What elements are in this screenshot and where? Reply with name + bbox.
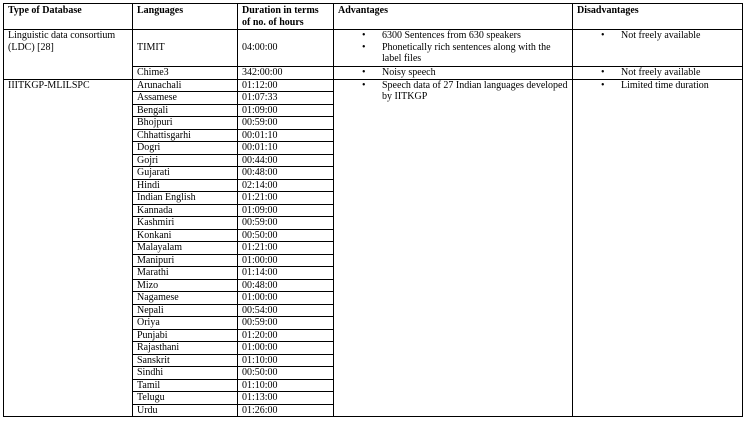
duration-cell: 00:01:10 bbox=[238, 142, 334, 155]
table-row bbox=[4, 30, 743, 67]
language-cell: Sindhi bbox=[133, 367, 238, 380]
list-item: • Phonetically rich sentences along with the label files bbox=[382, 42, 568, 65]
language-cell: Manipuri bbox=[133, 254, 238, 267]
header-disadvantages: Disadvantages bbox=[573, 4, 743, 30]
language-cell: Sanskrit bbox=[133, 354, 238, 367]
duration-cell: 00:48:00 bbox=[238, 279, 334, 292]
chime3-language-cell: Chime3 bbox=[133, 67, 238, 80]
duration-cell: 01:00:00 bbox=[238, 254, 334, 267]
chime3-disadvantages-list bbox=[577, 67, 738, 79]
timit-disadvantages-list bbox=[577, 30, 738, 42]
list-item: • Not freely available bbox=[621, 67, 738, 79]
language-cell: Oriya bbox=[133, 317, 238, 330]
language-cell: Kashmiri bbox=[133, 217, 238, 230]
header-type: Type of Database bbox=[4, 4, 133, 30]
language-cell: Bengali bbox=[133, 104, 238, 117]
duration-cell: 00:59:00 bbox=[238, 317, 334, 330]
language-cell: Malayalam bbox=[133, 242, 238, 255]
language-cell: Nepali bbox=[133, 304, 238, 317]
language-cell: Punjabi bbox=[133, 329, 238, 342]
timit-language-cell: TIMIT bbox=[133, 30, 238, 67]
duration-cell: 01:21:00 bbox=[238, 242, 334, 255]
header-advantages: Advantages bbox=[334, 4, 573, 30]
duration-cell: 00:54:00 bbox=[238, 304, 334, 317]
duration-cell: 02:14:00 bbox=[238, 179, 334, 192]
iitkgp-advantages-list bbox=[338, 80, 568, 103]
language-cell: Chhattisgarhi bbox=[133, 129, 238, 142]
duration-cell: 00:44:00 bbox=[238, 154, 334, 167]
duration-cell: 00:50:00 bbox=[238, 367, 334, 380]
timit-disadvantages-cell bbox=[573, 30, 743, 67]
duration-cell: 01:09:00 bbox=[238, 104, 334, 117]
header-languages: Languages bbox=[133, 4, 238, 30]
list-item: • Limited time duration bbox=[621, 80, 738, 92]
iitkgp-advantages-cell bbox=[334, 79, 573, 417]
duration-cell: 01:12:00 bbox=[238, 79, 334, 92]
language-cell: Gojri bbox=[133, 154, 238, 167]
language-cell: Telugu bbox=[133, 392, 238, 405]
iitkgp-disadvantages-list bbox=[577, 80, 738, 92]
iitkgp-disadvantages-cell bbox=[573, 79, 743, 417]
language-cell: Konkani bbox=[133, 229, 238, 242]
duration-cell: 01:09:00 bbox=[238, 204, 334, 217]
header-duration: Duration in terms of no. of hours bbox=[238, 4, 334, 30]
list-item: • Speech data of 27 Indian languages developed by IITKGP bbox=[382, 80, 568, 103]
ldc-type-cell: Linguistic data consortium (LDC) [28] bbox=[4, 30, 133, 80]
chime3-advantages-list bbox=[338, 67, 568, 79]
language-cell: Urdu bbox=[133, 404, 238, 417]
language-cell: Arunachali bbox=[133, 79, 238, 92]
duration-cell: 01:10:00 bbox=[238, 379, 334, 392]
language-cell: Dogri bbox=[133, 142, 238, 155]
language-cell: Indian English bbox=[133, 192, 238, 205]
table-row bbox=[4, 79, 743, 92]
chime3-disadvantages-cell bbox=[573, 67, 743, 80]
language-cell: Mizo bbox=[133, 279, 238, 292]
language-cell: Gujarati bbox=[133, 167, 238, 180]
timit-duration-cell: 04:00:00 bbox=[238, 30, 334, 67]
language-cell: Nagamese bbox=[133, 292, 238, 305]
duration-cell: 01:21:00 bbox=[238, 192, 334, 205]
duration-cell: 01:13:00 bbox=[238, 392, 334, 405]
table-header-row bbox=[4, 4, 743, 30]
duration-cell: 01:26:00 bbox=[238, 404, 334, 417]
language-cell: Bhojpuri bbox=[133, 117, 238, 130]
language-cell: Kannada bbox=[133, 204, 238, 217]
speech-database-table bbox=[3, 3, 743, 417]
timit-advantages-list bbox=[338, 30, 568, 65]
duration-cell: 01:07:33 bbox=[238, 92, 334, 105]
language-cell: Marathi bbox=[133, 267, 238, 280]
timit-advantages-cell bbox=[334, 30, 573, 67]
database-table-wrapper bbox=[3, 3, 743, 417]
iitkgp-type-cell: IIITKGP-MLILSPC bbox=[4, 79, 133, 417]
duration-cell: 00:59:00 bbox=[238, 217, 334, 230]
duration-cell: 00:48:00 bbox=[238, 167, 334, 180]
chime3-duration-cell: 342:00:00 bbox=[238, 67, 334, 80]
language-cell: Assamese bbox=[133, 92, 238, 105]
duration-cell: 01:10:00 bbox=[238, 354, 334, 367]
list-item: • 6300 Sentences from 630 speakers bbox=[382, 30, 568, 42]
duration-cell: 00:01:10 bbox=[238, 129, 334, 142]
duration-cell: 00:59:00 bbox=[238, 117, 334, 130]
duration-cell: 01:00:00 bbox=[238, 292, 334, 305]
duration-cell: 00:50:00 bbox=[238, 229, 334, 242]
list-item: • Noisy speech bbox=[382, 67, 568, 79]
duration-cell: 01:14:00 bbox=[238, 267, 334, 280]
language-cell: Tamil bbox=[133, 379, 238, 392]
language-cell: Rajasthani bbox=[133, 342, 238, 355]
chime3-advantages-cell bbox=[334, 67, 573, 80]
duration-cell: 01:00:00 bbox=[238, 342, 334, 355]
list-item: • Not freely available bbox=[621, 30, 738, 42]
language-cell: Hindi bbox=[133, 179, 238, 192]
duration-cell: 01:20:00 bbox=[238, 329, 334, 342]
